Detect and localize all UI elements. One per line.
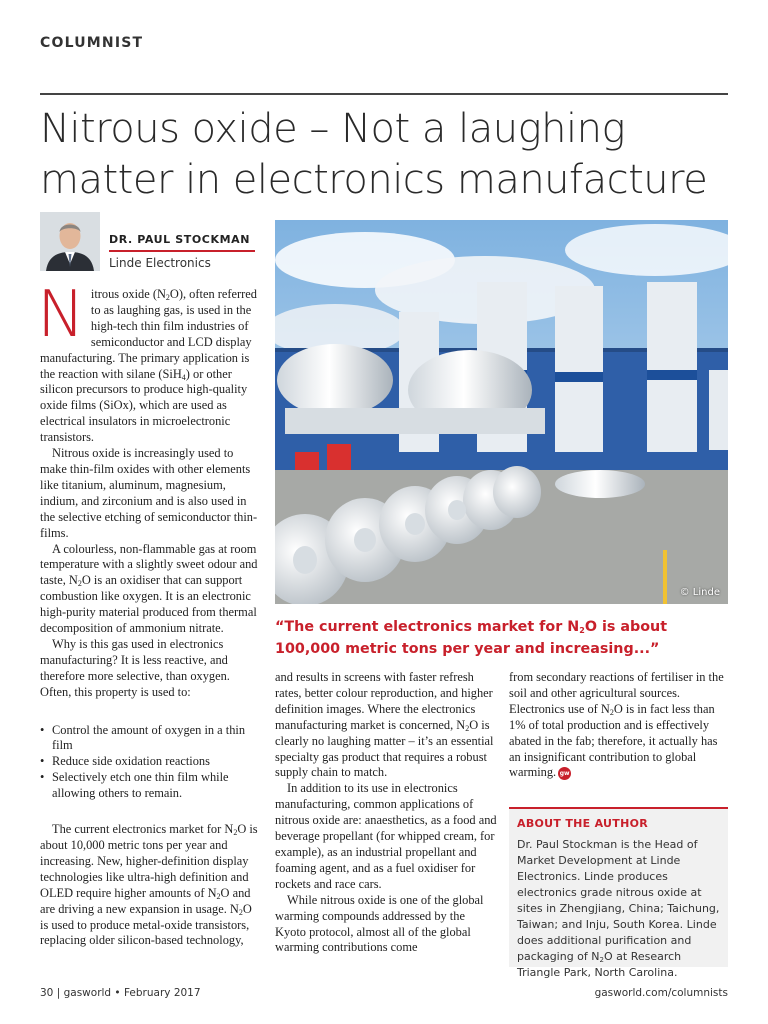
paragraph-spacer xyxy=(40,701,261,717)
article-paragraph-9: from secondary reactions of fertiliser in the soil and other agricultural sources. Electronics use of $N_2O$ is in fact less than 1% of total production and is effectively abated in the fab; therefore, it actually has an insignificant contribution to global warming. gw xyxy=(509,670,724,780)
end-mark-icon: gw xyxy=(558,767,571,780)
bullet-item: • Control the amount of oxygen in a thin film xyxy=(40,723,261,755)
section-label: COLUMNIST xyxy=(40,35,144,51)
headline xyxy=(40,104,730,206)
footer-url[interactable]: gasworld.com/columnists xyxy=(594,987,728,999)
article-paragraph-2: Nitrous oxide is increasingly used to make thin-film oxides with other elements like titanium, aluminum, magnesium, indium, and zirconium and is also used in the selective etching of semiconductor thin-films. xyxy=(40,446,258,540)
article-paragraph-3: A colourless, non-flammable gas at room temperature with a slightly sweet odour and taste, $N_2O$ is an oxidiser that can support combustion like oxygen. It is an electronic high-purity material produced from thermal decomposition of ammonium nitrate. xyxy=(40,541,258,636)
article-column-3 xyxy=(509,670,728,781)
article-paragraph-1: Nitrous oxide $(N_2O)$, often referred to as laughing gas, is used in the high-tech thin film industries of semiconductor and LCD display manufacturing. The primary application is the reaction with silane (SiH$_4$) or other silicon precursors to produce high-quality oxide films (SiOx), which are used as electrical insulators in microelectronic transistors. xyxy=(37,278,257,445)
gas-tanks-illustration xyxy=(275,220,728,604)
about-author-box xyxy=(509,807,728,979)
footer-page-info xyxy=(40,987,201,999)
author-organization: Linde Electronics xyxy=(109,256,211,270)
article-paragraph-6: and results in screens with faster refresh rates, better colour reproduction, and higher definition images. Where the electronics manufacturing market is concerned, $N_2O$ is clearly no laughing matter – it’s an essential specialty gas product that requires a robust supply chain to match. xyxy=(275,670,494,780)
article-photo xyxy=(275,220,728,604)
footer-separator: | xyxy=(56,987,61,999)
header-rule xyxy=(40,93,728,95)
article-paragraph-4: Why is this gas used in electronics manufacturing? It is less reactive, and therefore more selective, than oxygen. Often, this property is used to: xyxy=(40,636,230,699)
publication-date: gasworld • February 2017 xyxy=(63,987,201,999)
bullet-item: • Selectively etch one thin film while allowing others to remain. xyxy=(40,770,261,802)
photo-credit: © Linde xyxy=(679,587,720,598)
bullet-item: • Reduce side oxidation reactions xyxy=(40,754,261,770)
page-number: 30 xyxy=(40,987,54,999)
author-photo xyxy=(40,212,100,271)
drop-cap: N xyxy=(37,278,85,352)
article-column-2 xyxy=(275,670,497,956)
headline-line-1: Nitrous oxide – Not a laughing xyxy=(40,106,625,152)
article-column-1 xyxy=(37,278,261,949)
about-author-title: ABOUT THE AUTHOR xyxy=(517,817,649,830)
article-paragraph-8: While nitrous oxide is one of the global warming compounds addressed by the Kyoto protocol, almost all of the global warming contributions come xyxy=(275,892,484,955)
article-paragraph-5: The current electronics market for $N_2O$ is about 10,000 metric tons per year and increasing. New, higher-definition display technologies like ultra-high definition and OLED require higher amounts of $N_2O$ and are driving a new expansion in usage. $N_2O$ is used to produce metal-oxide transistors, replacing older silicon-based technology, xyxy=(40,822,258,948)
author-name: DR. PAUL STOCKMAN xyxy=(109,233,251,246)
bullet-list xyxy=(40,723,261,803)
article-paragraph-7: In addition to its use in electronics manufacturing, common applications of nitrous oxide are: anaesthetics, as a food and beverage propellant (for whipped cream, for example), as an industrial propellant and foaming agent, and as a fuel oxidiser for rockets and race cars. xyxy=(275,781,497,891)
pull-quote: “The current electronics market for $N_2O$ is about 100,000 metric tons per year and increasing...” xyxy=(275,619,668,657)
author-rule xyxy=(109,250,255,252)
headline-line-2: matter in electronics manufacture xyxy=(40,157,708,203)
about-author-text: Dr. Paul Stockman is the Head of Market Development at Linde Electronics. Linde produces electronics grade nitrous oxide at sites in Zhengjiang, China; Taichung, Taiwan; and Inju, South Korea. Linde does additional purification and packaging of $N_2O$ at Research Triangle Park, North Carolina. xyxy=(517,838,720,979)
